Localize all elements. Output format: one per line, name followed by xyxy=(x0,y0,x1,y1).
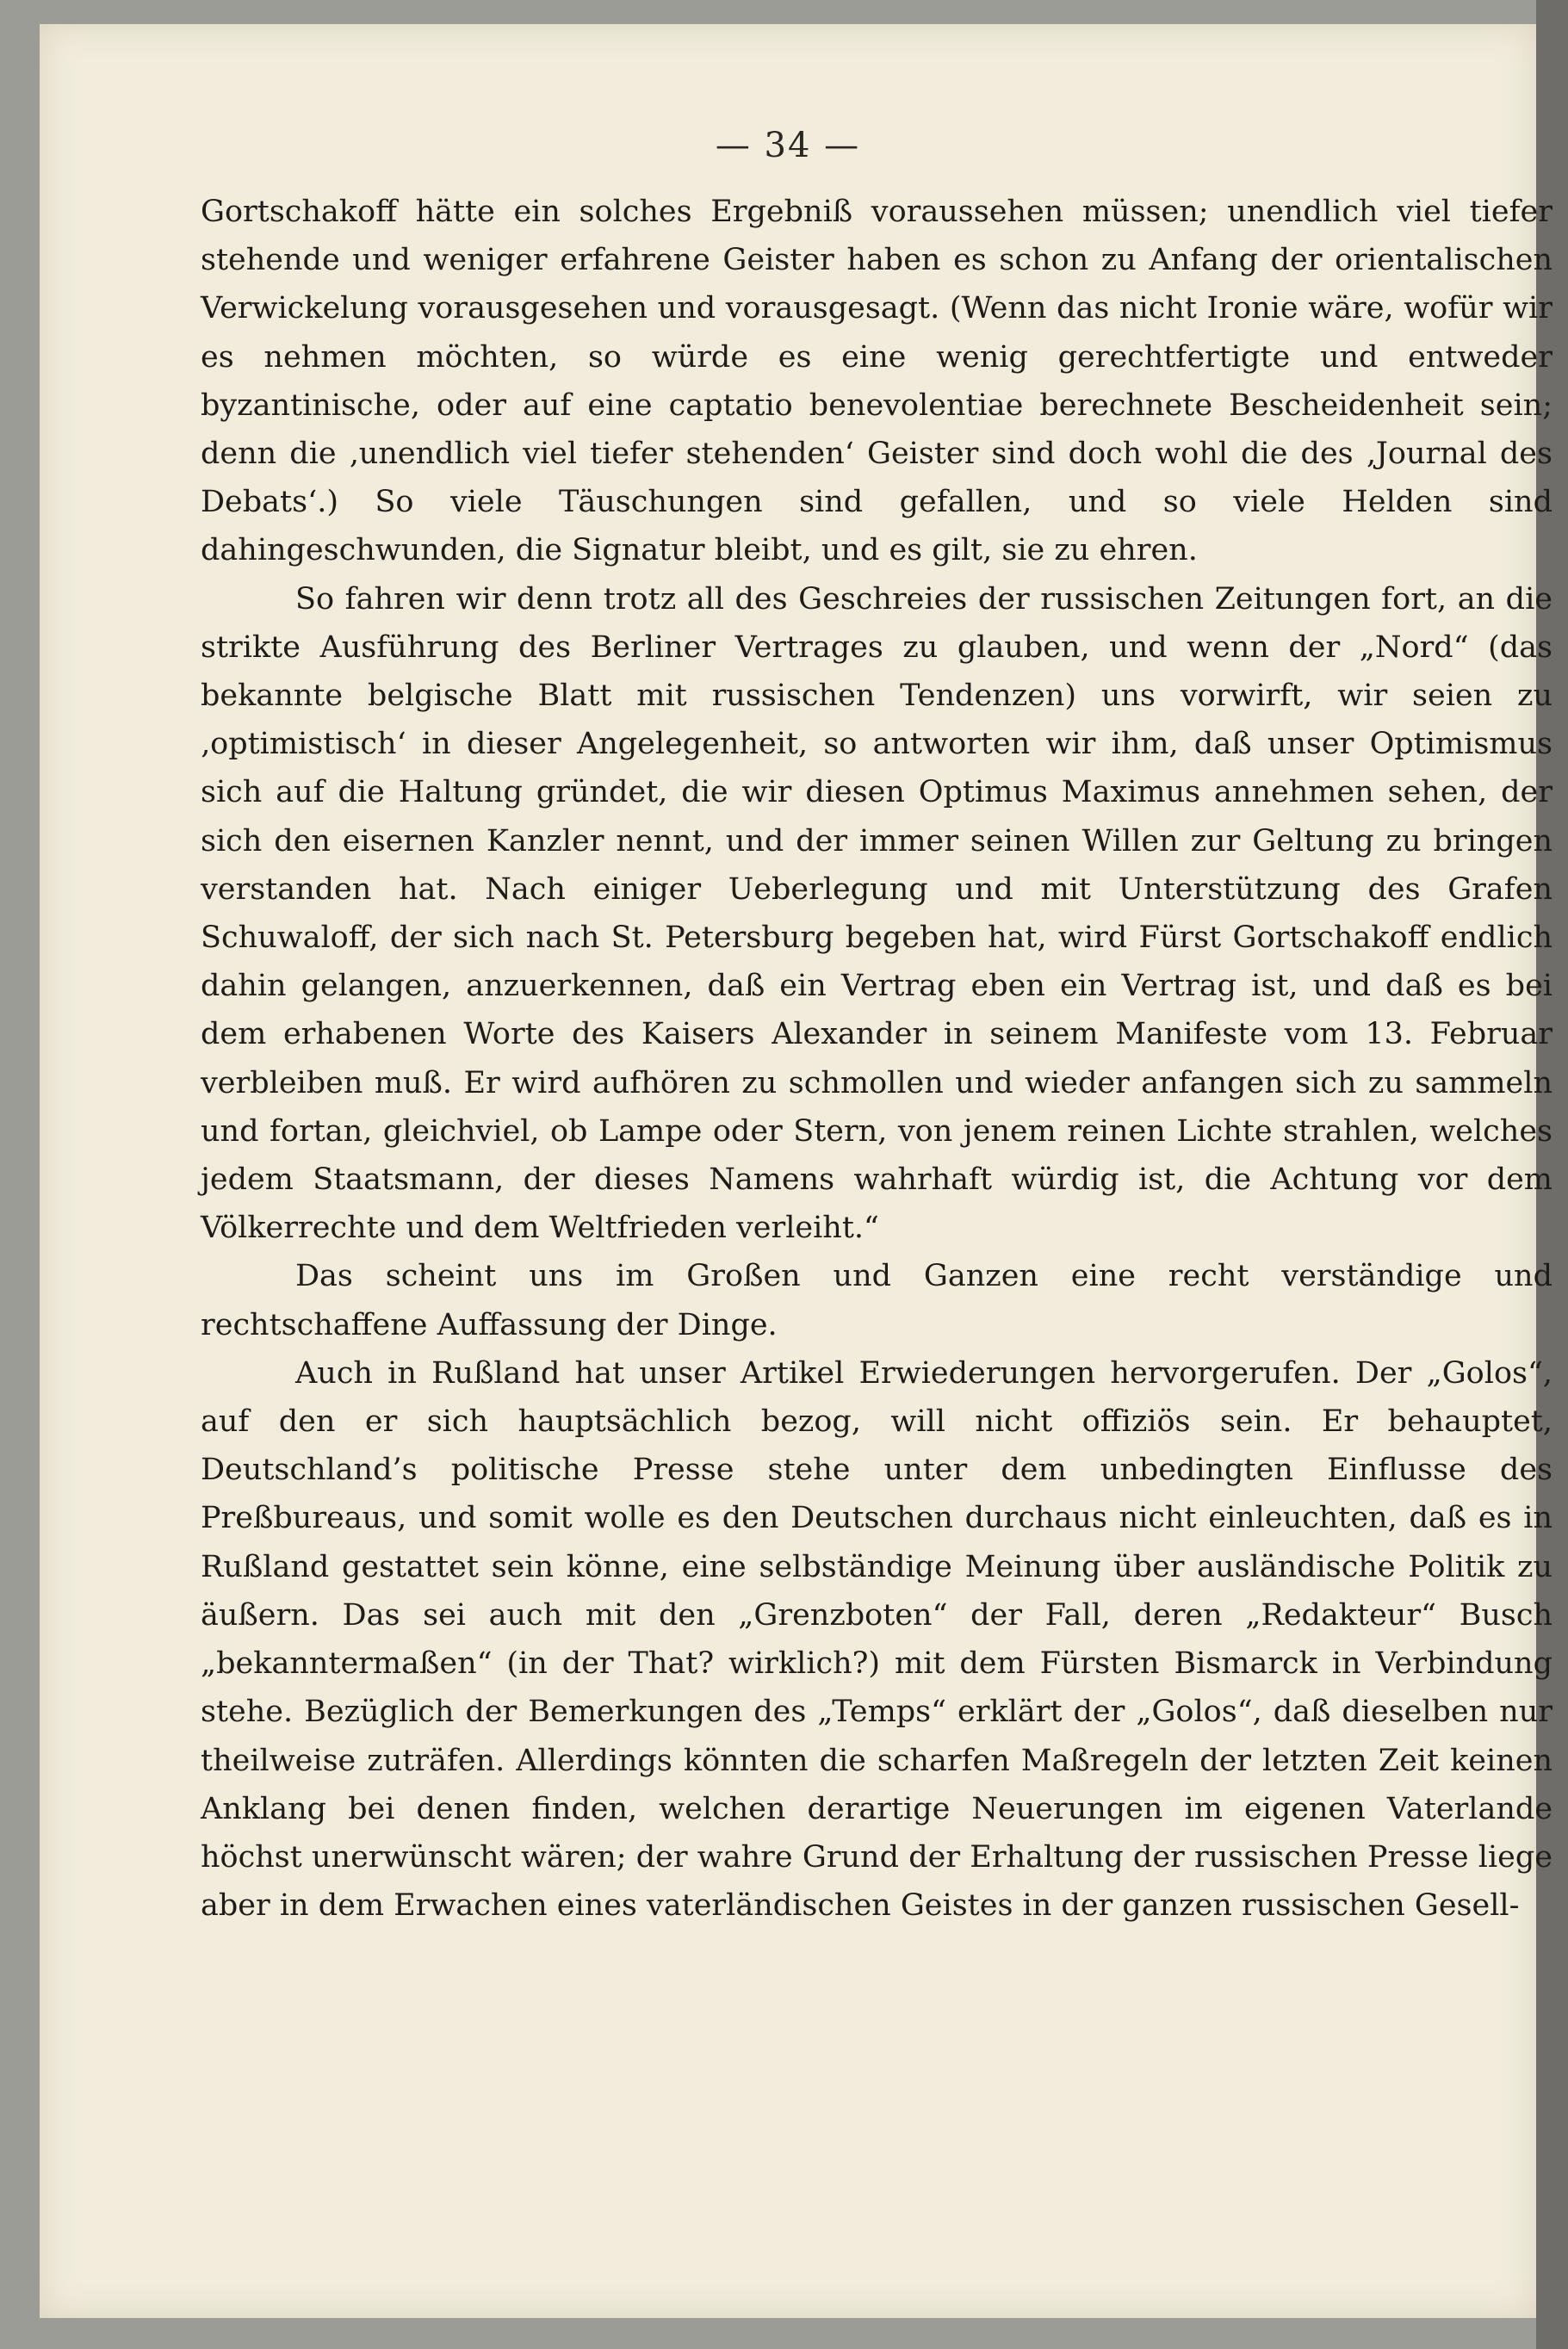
paragraph-2: So fahren wir denn trotz all des Geschreies der russischen Zeitungen fort, an die strikte Ausführung des Berliner Vertrages zu glauben, und wenn der „Nord“ (das bekannte belgische Blatt mit russischen Tendenzen) uns vorwirft, wir seien zu ‚optimistisch‘ in dieser Angelegenheit, so antworten wir ihm, daß unser Optimismus sich auf die Haltung gründet, die wir diesen Optimus Maximus annehmen sehen, der sich den eisernen Kanzler nennt, und der immer seinen Willen zur Geltung zu bringen verstanden hat. Nach einiger Ueberlegung und mit Unterstützung des Grafen Schuwaloff, der sich nach St. Petersburg begeben hat, wird Fürst Gortschakoff endlich dahin gelangen, anzuerkennen, daß ein Vertrag eben ein Vertrag ist, und daß es bei dem erhabenen Worte des Kaisers Alexander in seinem Manifeste vom 13. Februar verbleiben muß. Er wird aufhören zu schmollen und wieder anfangen sich zu sammeln und fortan, gleichviel, ob Lampe oder Stern, von jenem reinen Lichte strahlen, welches jedem Staatsmann, der dieses Namens wahrhaft würdig ist, die Achtung vor dem Völkerrechte und dem Weltfrieden verleiht.“ xyxy=(201,581,1553,1246)
paragraph-4: Auch in Rußland hat unser Artikel Erwiederungen hervorgerufen. Der „Golos“, auf den er sich hauptsächlich bezog, will nicht offiziös sein. Er behauptet, Deutschland’s politische Presse stehe unter dem unbedingten Einflusse des Preßbureaus, und somit wolle es den Deutschen durchaus nicht einleuchten, daß es in Rußland gestattet sein könne, eine selbständige Meinung über ausländische Politik zu äußern. Das sei auch mit den „Grenzboten“ der Fall, deren „Redakteur“ Busch „bekanntermaßen“ (in der That? wirklich?) mit dem Fürsten Bismarck in Verbindung stehe. Bezüglich der Bemerkungen des „Temps“ erklärt der „Golos“, daß dieselben nur theilweise zuträfen. Allerdings könnten die scharfen Maßregeln der letzten Zeit keinen Anklang bei denen finden, welchen derartige Neuerungen im eigenen Vaterlande höchst unerwünscht wären; der wahre Grund der Erhaltung der russischen Presse liege aber in dem Erwachen eines vaterländischen Geistes in der ganzen russischen Gesell- xyxy=(201,1355,1553,1924)
book-page xyxy=(40,24,1553,2318)
paragraph-1: Gortschakoff hätte ein solches Ergebniß voraussehen müssen; unendlich viel tiefer stehende und weniger erfahrene Geister haben es schon zu Anfang der orientalischen Verwickelung vorausgesehen und vorausgesagt. (Wenn das nicht Ironie wäre, wofür wir es nehmen möchten, so würde es eine wenig gerechtfertigte und entweder byzantinische, oder auf eine captatio benevolentiae berechnete Bescheidenheit sein; denn die ‚unendlich viel tiefer stehenden‘ Geister sind doch wohl die des ‚Journal des Debats‘.) So viele Täuschungen sind gefallen, und so viele Helden sind dahingeschwunden, die Signatur bleibt, und es gilt, sie zu ehren. xyxy=(201,195,1553,568)
page-number: — 34 — xyxy=(715,126,861,165)
body-text xyxy=(201,188,1553,1930)
paragraph-3: Das scheint uns im Großen und Ganzen eine recht verständige und rechtschaffene Auffassung der Dinge. xyxy=(201,1259,1553,1342)
